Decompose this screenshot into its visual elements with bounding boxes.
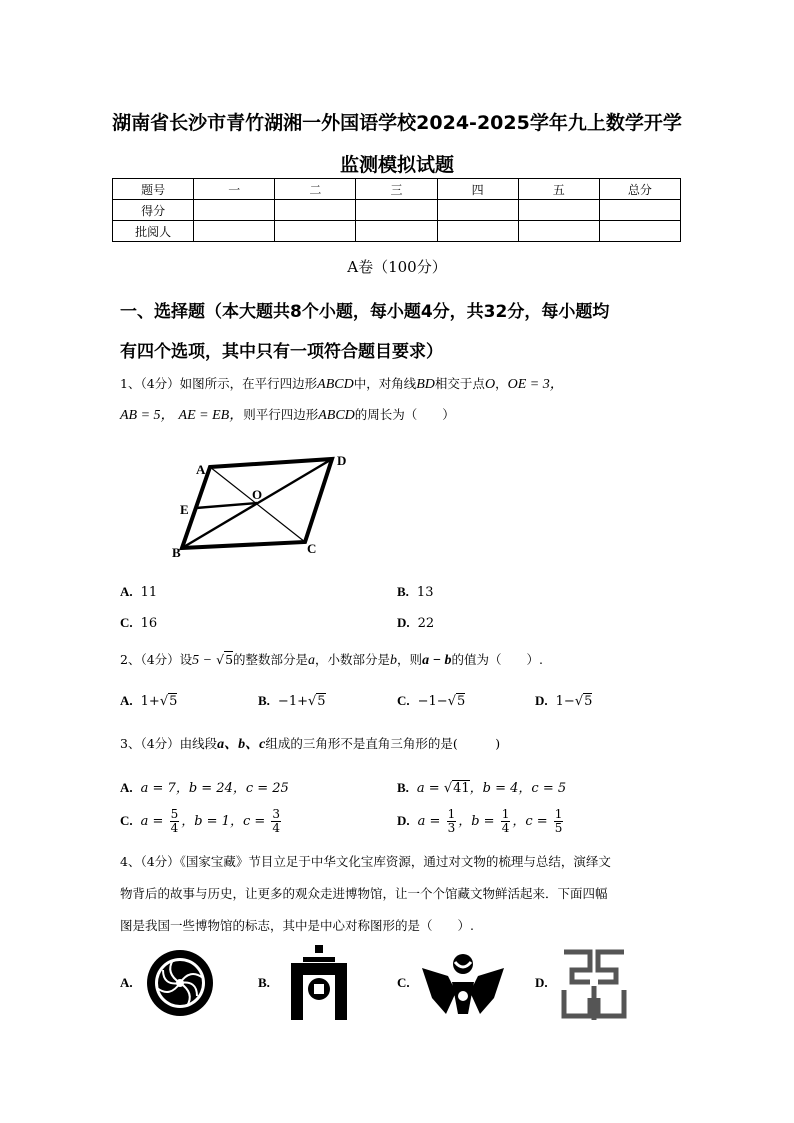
part1-heading-line2: 有四个选项，其中只有一项符合题目要求） bbox=[120, 342, 443, 362]
q2-option-d[interactable]: D. 1−√5 bbox=[535, 693, 593, 709]
q1-option-b[interactable]: B. 13 bbox=[397, 584, 434, 600]
score-header-cell: 五 bbox=[518, 179, 599, 200]
q1-stem-line1: 1、（4分）如图所示，在平行四边形ABCD中，对角线BD相交于点O，OE = 3， bbox=[120, 376, 564, 392]
score-cell bbox=[518, 200, 599, 221]
segment-oe bbox=[196, 503, 257, 508]
q2-stem: 2、（4分）设5 − √5的整数部分是a，小数部分是b，则a − b的值为（ ）. bbox=[120, 652, 544, 668]
score-header-cell: 题号 bbox=[113, 179, 194, 200]
part1-heading-line1: 一、选择题（本大题共8个小题，每小题4分，共32分，每小题均 bbox=[120, 302, 610, 322]
label-o: O bbox=[252, 487, 263, 502]
score-row-label: 得分 bbox=[113, 200, 194, 221]
score-table-row bbox=[113, 200, 681, 221]
score-cell bbox=[194, 200, 275, 221]
q4-stem-line1: 4、（4分）《国家宝藏》节目立足于中华文化宝库资源，通过对文物的梳理与总结，演绎文 bbox=[120, 854, 611, 869]
score-cell bbox=[599, 221, 680, 242]
q3-option-d[interactable]: D. a = $\frac{1}{3}$ ，b = $\frac{1}{4}$ ，c = $\frac{1}{5}$ bbox=[397, 807, 563, 835]
score-table-header-row bbox=[113, 179, 681, 200]
q4-stem-line3: 图是我国一些博物馆的标志，其中是中心对称图形的是（ ）. bbox=[120, 918, 474, 933]
label-a: A bbox=[196, 462, 206, 477]
q4-option-a[interactable]: A. bbox=[120, 975, 133, 990]
parallelogram-figure bbox=[160, 445, 360, 570]
coin-vessel-logo-icon[interactable] bbox=[285, 945, 353, 1020]
q1-option-a[interactable]: A. 11 bbox=[120, 584, 158, 600]
score-header-cell: 总分 bbox=[599, 179, 680, 200]
q4-option-d[interactable]: D. bbox=[535, 975, 548, 990]
section-a-title: A卷（100分） bbox=[347, 258, 447, 276]
seal-character-logo-icon[interactable] bbox=[560, 946, 628, 1020]
q3-stem: 3、（4分）由线段a、b、c组成的三角形不是直角三角形的是( ) bbox=[120, 736, 501, 752]
score-header-cell: 一 bbox=[194, 179, 275, 200]
score-cell bbox=[194, 221, 275, 242]
label-e: E bbox=[180, 502, 189, 517]
score-cell bbox=[599, 200, 680, 221]
label-c: C bbox=[307, 541, 317, 556]
q4-stem-line2: 物背后的故事与历史，让更多的观众走进博物馆，让一个个馆藏文物鲜活起来．下面四幅 bbox=[120, 886, 608, 901]
q1-option-c[interactable]: C. 16 bbox=[120, 615, 158, 631]
q2-option-b[interactable]: B. −1+√5 bbox=[258, 693, 326, 709]
score-row-label: 批阅人 bbox=[113, 221, 194, 242]
page-title-line1: 湖南省长沙市青竹湖湘一外国语学校2024-2025学年九上数学开学 bbox=[112, 112, 682, 134]
score-cell bbox=[275, 221, 356, 242]
page-title-line2: 监测模拟试题 bbox=[339, 154, 454, 176]
q1-stem-line2: AB = 5， AE = EB，则平行四边形ABCD的周长为（ ） bbox=[120, 407, 455, 423]
score-header-cell: 二 bbox=[275, 179, 356, 200]
q2-option-a[interactable]: A. 1+√5 bbox=[120, 693, 178, 709]
q3-option-a[interactable]: A. a = 7，b = 24，c = 25 bbox=[120, 780, 289, 796]
q3-option-b[interactable]: B. a = √41，b = 4，c = 5 bbox=[397, 780, 567, 796]
q4-option-c[interactable]: C. bbox=[397, 975, 410, 990]
label-d: D bbox=[337, 453, 347, 468]
label-b: B bbox=[172, 545, 181, 560]
score-table-row bbox=[113, 221, 681, 242]
score-cell bbox=[356, 200, 437, 221]
q2-option-c[interactable]: C. −1−√5 bbox=[397, 693, 466, 709]
q3-option-c[interactable]: C. a = $\frac{5}{4}$ ，b = 1，c = $\frac{3}{4}$ bbox=[120, 807, 281, 835]
score-header-cell: 三 bbox=[356, 179, 437, 200]
q4-option-b[interactable]: B. bbox=[258, 975, 270, 990]
swirl-logo-icon[interactable] bbox=[145, 948, 215, 1018]
score-table bbox=[112, 178, 681, 242]
score-cell bbox=[518, 221, 599, 242]
mask-logo-icon[interactable] bbox=[422, 948, 504, 1016]
score-header-cell: 四 bbox=[437, 179, 518, 200]
score-cell bbox=[275, 200, 356, 221]
score-cell bbox=[356, 221, 437, 242]
q1-option-d[interactable]: D. 22 bbox=[397, 615, 435, 631]
score-cell bbox=[437, 221, 518, 242]
score-cell bbox=[437, 200, 518, 221]
